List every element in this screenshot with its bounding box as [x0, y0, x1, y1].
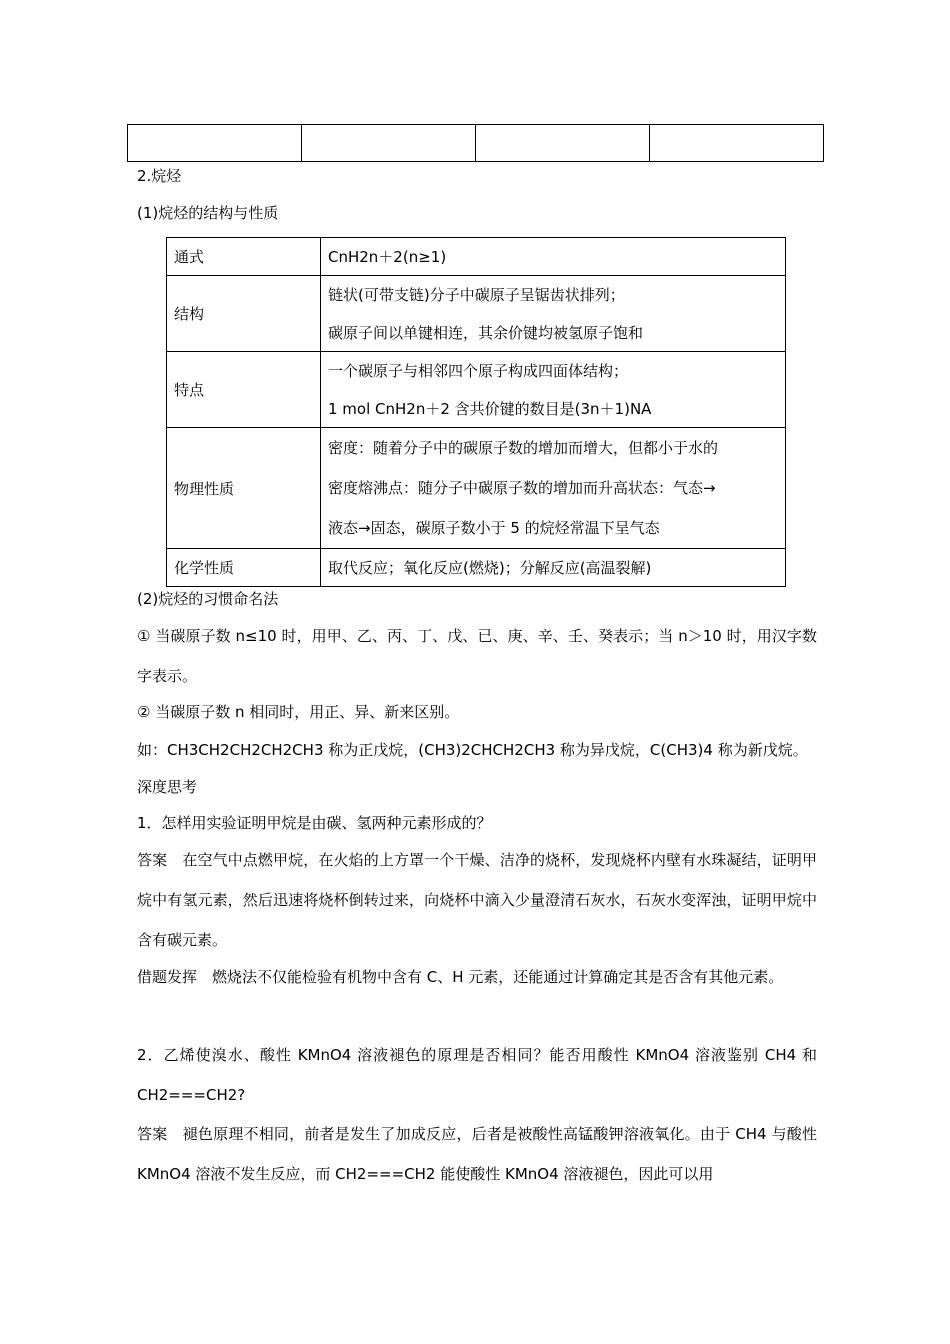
row-value-chemical: 取代反应；氧化反应(燃烧)；分解反应(高温裂解): [321, 549, 786, 587]
naming-rule-2: ② 当碳原子数 n 相同时，用正、异、新来区别。: [137, 703, 460, 721]
row-value-general-formula: CnH2n＋2(n≥1): [321, 238, 786, 276]
subsection-title-structure: (1)烷烃的结构与性质: [137, 204, 279, 222]
cell-line: 液态→固态，碳原子数小于 5 的烷烃常温下呈气态: [328, 519, 660, 537]
tip-1: 借题发挥 燃烧法不仅能检验有机物中含有 C、H 元素，还能通过计算确定其是否含有其他元素。: [137, 968, 784, 986]
naming-rule-1: ① 当碳原子数 n≤10 时，用甲、乙、丙、丁、戊、已、庚、辛、壬、癸表示；当 n＞10 时，用汉字数字表示。: [137, 627, 817, 685]
table-row: [167, 238, 786, 276]
table-cell: [650, 125, 824, 162]
cell-line: 链状(可带支链)分子中碳原子呈锯齿状排列；: [328, 285, 625, 304]
row-value-features: [321, 352, 786, 428]
answer-1: 答案 在空气中点燃甲烷，在火焰的上方罩一个干燥、洁净的烧杯，发现烧杯内壁有水珠凝结，证明甲烷中有氢元素，然后迅速将烧杯倒转过来，向烧杯中滴入少量澄清石灰水，石灰水变浑浊，证明甲烷中含有碳元素。: [137, 851, 817, 949]
table-row: [167, 428, 786, 549]
table-row: [167, 549, 786, 587]
question-2: 2．乙烯使溴水、酸性 KMnO4 溶液褪色的原理是否相同？能否用酸性 KMnO4 溶液鉴别 CH4 和 CH2===CH2?: [137, 1046, 817, 1104]
cell-line: 密度熔沸点：随分子中碳原子数的增加而升高状态：气态→: [328, 479, 716, 497]
section-title: 2.烷烃: [137, 167, 182, 185]
table-cell: [128, 125, 302, 162]
deep-thinking-title: 深度思考: [137, 778, 198, 796]
alkane-properties-table: [166, 237, 786, 587]
row-key-features: 特点: [167, 352, 321, 428]
naming-example: 如：CH3CH2CH2CH2CH3 称为正戊烷，(CH3)2CHCH2CH3 称为异戊烷，C(CH3)4 称为新戊烷。: [137, 741, 808, 759]
table-row: [167, 352, 786, 428]
empty-table-fragment: [127, 124, 824, 162]
row-key-structure: 结构: [167, 276, 321, 352]
table-cell: [302, 125, 476, 162]
cell-line: 密度：随着分子中的碳原子数的增加而增大，但都小于水的: [328, 439, 719, 457]
cell-line: 1 mol CnH2n＋2 含共价键的数目是(3n＋1)NA: [328, 399, 652, 418]
row-key-physical: 物理性质: [167, 428, 321, 549]
row-key-chemical: 化学性质: [167, 549, 321, 587]
cell-line: 一个碳原子与相邻四个原子构成四面体结构；: [328, 361, 629, 380]
answer-2: 答案 褪色原理不相同，前者是发生了加成反应，后者是被酸性高锰酸钾溶液氧化。由于 CH4 与酸性 KMnO4 溶液不发生反应，而 CH2===CH2 能使酸性 KMnO4 溶液褪色，因此可以用: [137, 1125, 817, 1183]
table-cell: [476, 125, 650, 162]
subsection-title-naming: (2)烷烃的习惯命名法: [137, 590, 279, 608]
row-key-general-formula: 通式: [167, 238, 321, 276]
question-1: 1．怎样用实验证明甲烷是由碳、氢两种元素形成的？: [137, 814, 492, 832]
cell-line: 碳原子间以单键相连，其余价键均被氢原子饱和: [328, 323, 644, 342]
table-row: [167, 276, 786, 352]
row-value-structure: [321, 276, 786, 352]
row-value-physical: [321, 428, 786, 549]
